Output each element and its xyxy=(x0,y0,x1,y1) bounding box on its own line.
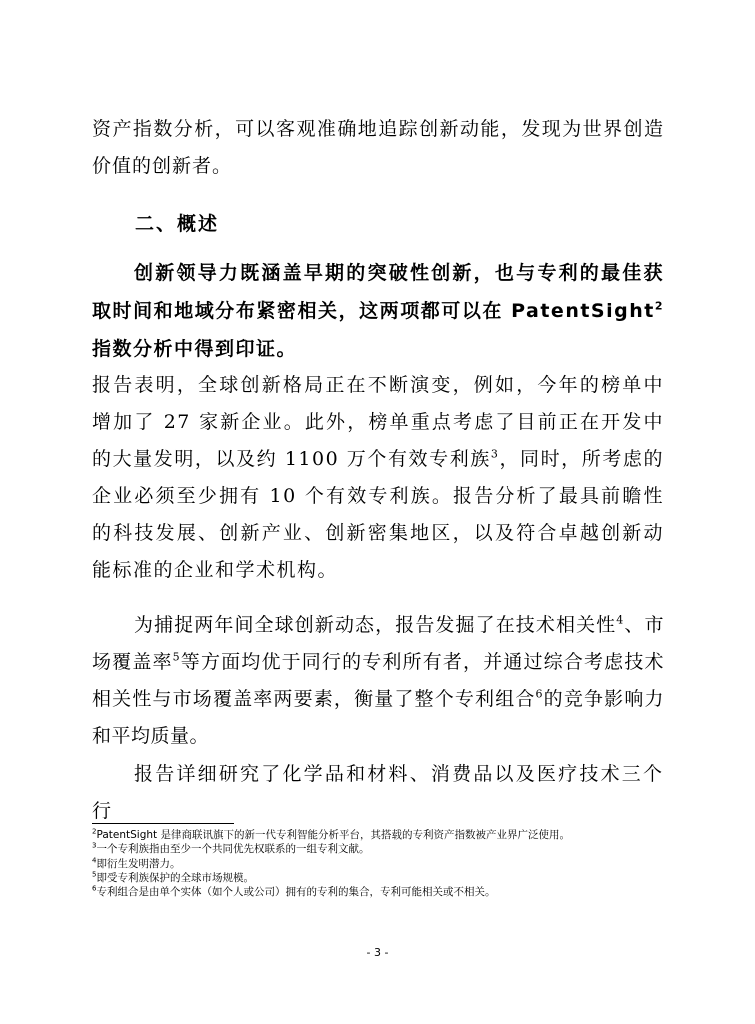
paragraph-intro-continuation: 资产指数分析，可以客观准确地追踪创新动能，发现为世界创造价值的创新者。 xyxy=(92,118,664,177)
footnote-text: 即衍生发明潜力。 xyxy=(96,857,181,870)
footnote-number: 6 xyxy=(92,884,97,893)
footnote-number: 3 xyxy=(92,841,97,850)
footnotes-list xyxy=(92,828,664,899)
footnote-4 xyxy=(92,857,664,871)
page-number: - 3 - xyxy=(366,946,389,959)
footnote-number: 5 xyxy=(92,870,97,879)
footnote-ref-5[interactable]: 5 xyxy=(172,650,181,664)
footnote-ref-3[interactable]: 3 xyxy=(490,447,500,461)
footnote-text: PatentSight 是律商联讯旗下的新一代专利智能分析平台，其搭载的专利资产指数被产业界广泛使用。 xyxy=(96,829,570,841)
footnote-text: 一个专利族指由至少一个共同优先权联系的一组专利文献。 xyxy=(96,843,370,856)
summary-text: 创新领导力既涵盖早期的突破性创新，也与专利的最佳获取时间和地域分布紧密相关，这两项都可以在 PatentSight xyxy=(92,262,664,322)
dynamics-text-c: 等方面均优于同行的专利所有者，并通过综合考虑技术相关性与市场覆盖率两要素，衡量了整个专利组合 xyxy=(92,651,664,710)
footnote-ref-2[interactable]: 2 xyxy=(654,299,664,313)
footnote-2 xyxy=(92,828,664,842)
footnote-text: 专利组合是由单个实体（如个人或公司）拥有的专利的集合，专利可能相关或不相关。 xyxy=(96,886,496,899)
summary-text-end: 指数分析中得到印证。 xyxy=(92,338,298,360)
footnote-6 xyxy=(92,885,664,899)
summary-paragraph xyxy=(92,254,664,368)
footnote-number: 2 xyxy=(92,827,97,836)
section-heading: 二、概述 xyxy=(135,213,220,235)
dynamics-text-d: 的竞争影响力和平均质量。 xyxy=(92,688,664,747)
footnote-3 xyxy=(92,842,664,856)
report-text-b: ，同时，所考虑的企业必须至少拥有 10 个有效专利族。报告分析了最具前瞻性的科技发展、创新产业、创新密集地区，以及符合卓越创新动能标准的企业和学术机构。 xyxy=(92,448,664,581)
dynamics-text-a: 为捕捉两年间全球创新动态，报告发掘了在技术相关性 xyxy=(134,614,617,636)
report-text-a: 报告表明，全球创新格局正在不断演变，例如，今年的榜单中增加了 27 家新企业。此外，榜单重点考虑了目前正在开发中的大量发明，以及约 1100 万个有效专利族 xyxy=(92,374,664,470)
footnote-number: 4 xyxy=(92,856,97,865)
dynamics-text-b: 、市场覆盖率 xyxy=(92,614,664,673)
report-paragraph xyxy=(92,367,664,589)
footnote-ref-6[interactable]: 6 xyxy=(535,687,544,701)
footnote-5 xyxy=(92,871,664,885)
footnote-ref-4[interactable]: 4 xyxy=(616,613,624,627)
industries-paragraph: 报告详细研究了化学品和材料、消费品以及医疗技术三个行 xyxy=(92,763,664,822)
footnote-text: 即受专利族保护的全球市场规模。 xyxy=(96,871,254,884)
footnote-separator xyxy=(92,823,234,824)
dynamics-paragraph xyxy=(92,607,664,755)
